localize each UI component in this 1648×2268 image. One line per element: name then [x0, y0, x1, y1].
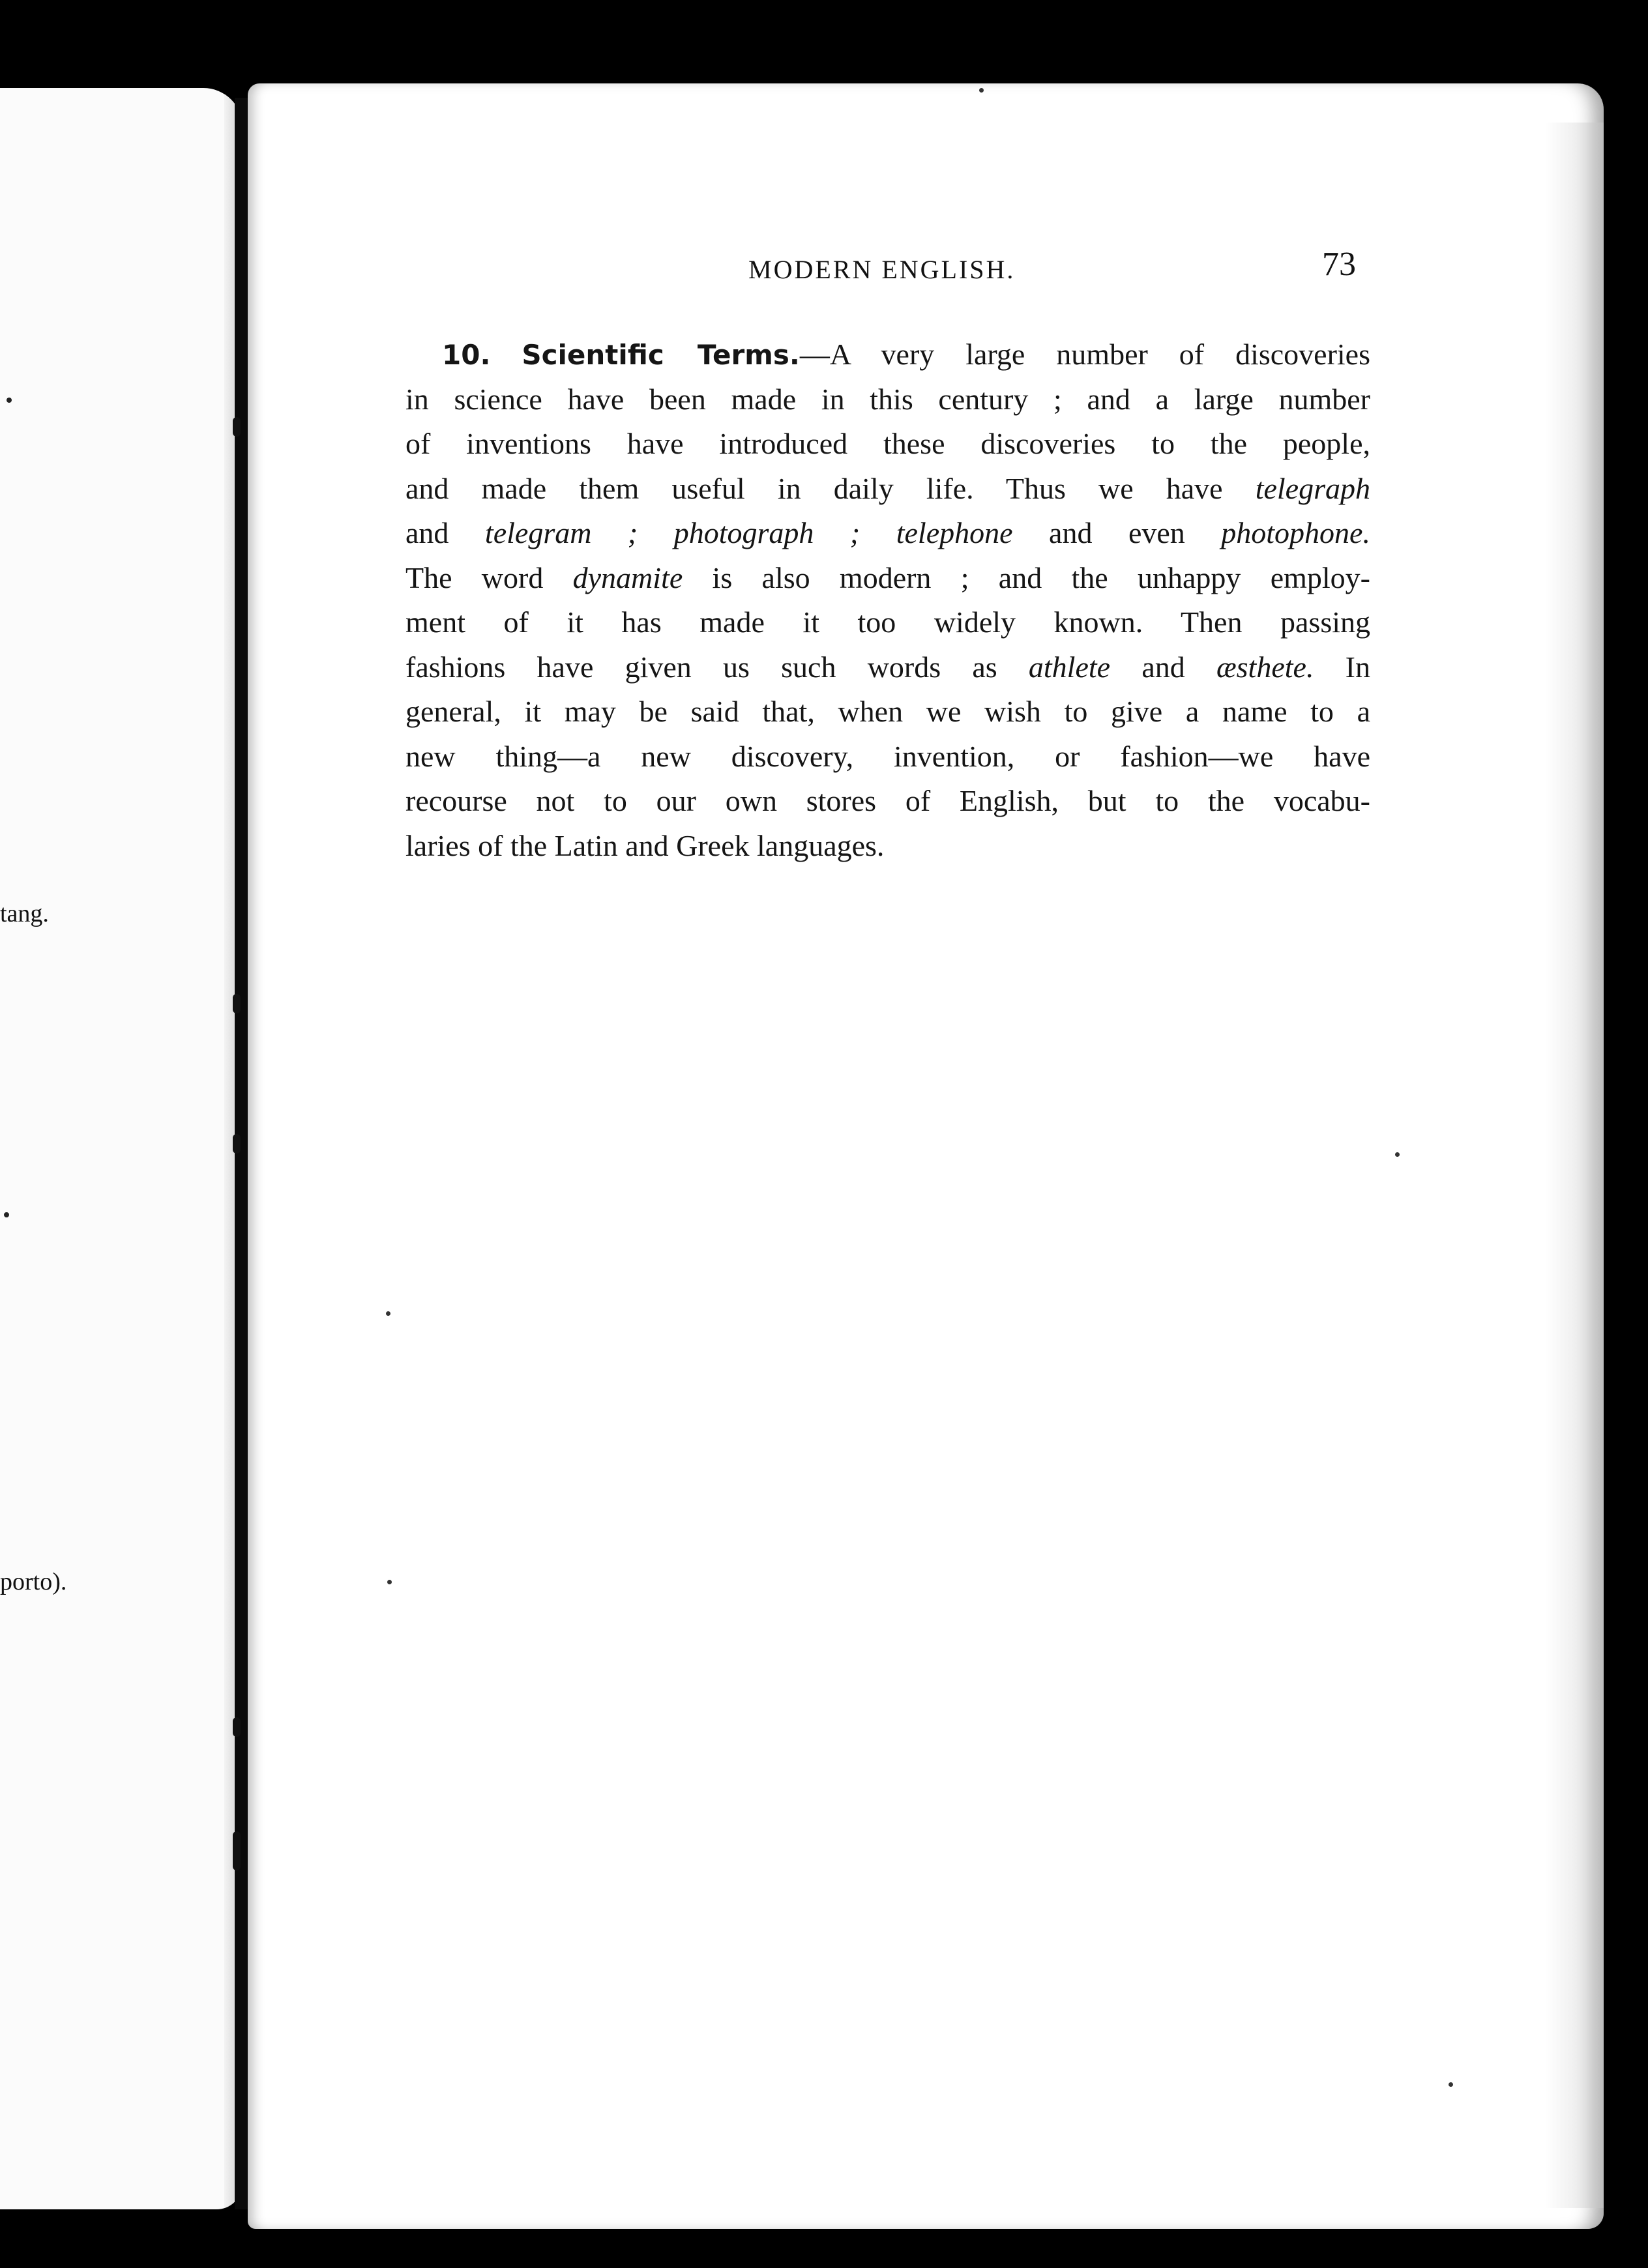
page-edge-shadow: [1545, 123, 1604, 2208]
paragraph-line: [405, 422, 1370, 467]
page-number: 73: [1322, 246, 1356, 283]
paragraph-line: [405, 377, 1370, 422]
paragraph-line: [405, 734, 1370, 779]
section-number: 10.: [442, 339, 491, 371]
italic-term: æsthete.: [1216, 650, 1314, 684]
ink-speck: [4, 1212, 9, 1217]
paragraph-line: [405, 824, 1370, 869]
paragraph-line: [405, 511, 1370, 556]
line-text: and: [1110, 650, 1216, 684]
left-page-fragment-1: tang.: [0, 900, 49, 927]
binding-mark: [233, 994, 241, 1013]
paragraph-line: [405, 779, 1370, 824]
italic-term: telegram ; photograph ; telephone: [484, 516, 1013, 549]
paragraph-line: [405, 600, 1370, 645]
italic-term: athlete: [1028, 650, 1111, 684]
line-text: recourse not to our own stores of English, but to the vocabu-: [405, 784, 1370, 817]
ink-speck: [1395, 1152, 1400, 1157]
paragraph-line: [405, 332, 1370, 377]
line-text: and made them useful in daily life. Thus we have: [405, 471, 1256, 505]
italic-term: dynamite: [572, 560, 683, 594]
line-text: and even: [1012, 516, 1222, 549]
paragraph-line: [405, 690, 1370, 734]
line-text: —A very large number of discoveries: [799, 338, 1370, 371]
running-head: MODERN ENGLISH.: [748, 255, 1016, 284]
binding-mark: [233, 1831, 241, 1870]
line-text: The word: [405, 560, 573, 594]
line-text: and: [405, 516, 485, 549]
ink-speck: [386, 1311, 390, 1316]
section-heading: Scientific Terms.: [522, 339, 800, 371]
paragraph-line: [405, 556, 1370, 601]
line-text: general, it may be said that, when we wish to give a name to a: [405, 695, 1370, 728]
ink-speck: [1449, 2082, 1453, 2087]
line-text: of inventions have introduced these discoveries to the people,: [405, 427, 1370, 460]
left-page-fragment-2: porto).: [0, 1568, 67, 1595]
line-text: fashions have given us such words as: [405, 650, 1029, 684]
ink-speck: [7, 398, 12, 403]
line-text: is also modern ; and the unhappy employ-: [683, 560, 1370, 594]
ink-speck: [979, 88, 984, 93]
line-text: new thing—a new discovery, invention, or fashion—we have: [405, 739, 1370, 773]
ink-speck: [387, 1580, 392, 1584]
section-paragraph: [405, 332, 1370, 868]
paragraph-line: [405, 467, 1370, 512]
paragraph-line: [405, 645, 1370, 690]
italic-term: telegraph: [1255, 471, 1370, 505]
left-facing-page: [0, 88, 243, 2209]
binding-mark: [233, 1134, 241, 1154]
line-text: In: [1314, 650, 1370, 684]
binding-mark: [233, 417, 241, 437]
line-text: in science have been made in this century ; and a large number: [405, 382, 1370, 416]
line-text: laries of the Latin and Greek languages.: [405, 828, 885, 862]
binding-mark: [233, 1717, 241, 1737]
italic-term: photophone.: [1221, 516, 1370, 549]
line-text: ment of it has made it too widely known. Then passing: [405, 605, 1370, 639]
